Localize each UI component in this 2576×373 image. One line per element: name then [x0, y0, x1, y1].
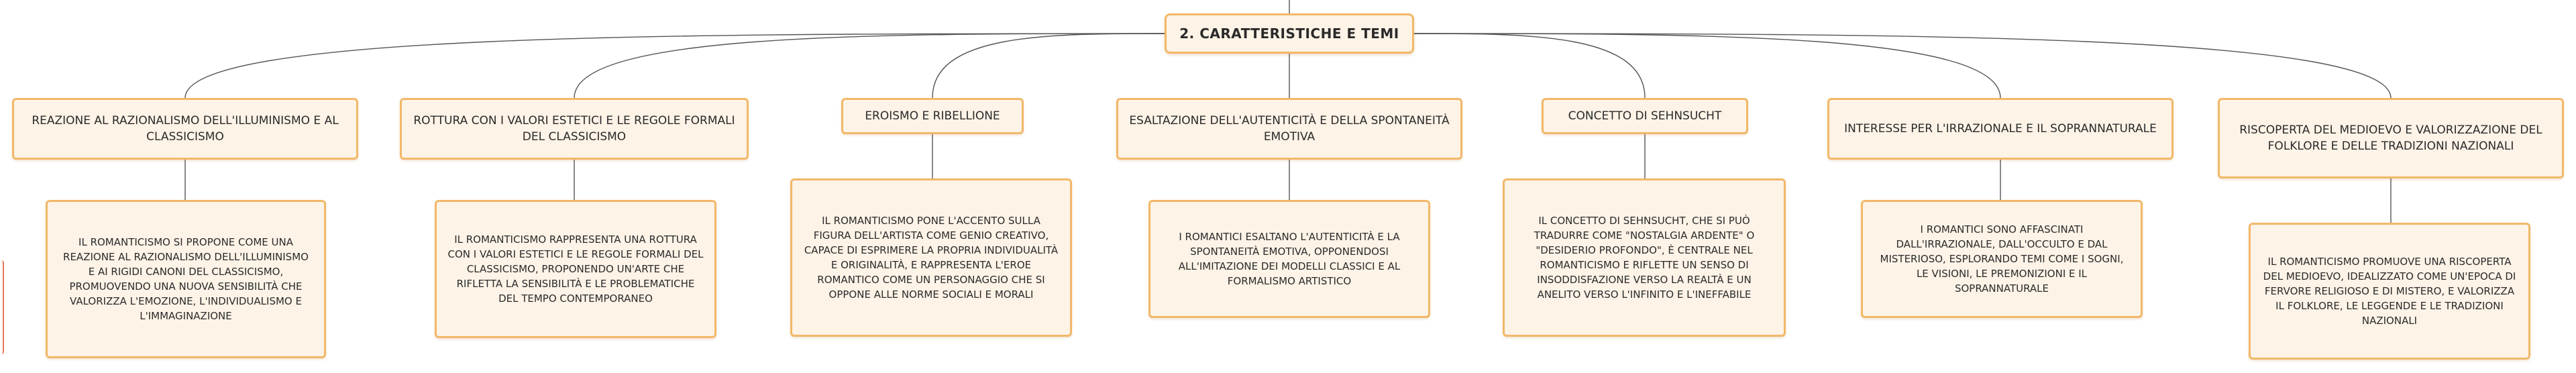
detail-node-irrazionale[interactable]: I ROMANTICI SONO AFFASCINATI DALL'IRRAZIONALE, DALL'OCCULTO E DAL MISTERIOSO, ESPLORANDO TEMI COME I SOGNI, LE VISIONI, LE PREMONIZIONI E IL SOPRANNATURALE: [1861, 200, 2143, 318]
topic-node-eroismo[interactable]: EROISMO E RIBELLIONE: [841, 98, 1024, 134]
connector-root-to-sehnsucht: [1414, 34, 1645, 98]
connector-root-to-eroismo: [932, 34, 1165, 98]
detail-node-razionalismo[interactable]: IL ROMANTICISMO SI PROPONE COME UNA REAZIONE AL RAZIONALISMO DELL'ILLUMINISMO E AI RIGIDI CANONI DEL CLASSICISMO, PROMUOVENDO UNA NUOVA SENSIBILITÀ CHE VALORIZZA L'EMOZIONE, L'INDIVIDUALISMO E L'IMMAGINAZIONE: [46, 200, 326, 358]
topic-node-irrazionale[interactable]: INTERESSE PER L'IRRAZIONALE E IL SOPRANNATURALE: [1827, 98, 2174, 160]
detail-node-sehnsucht[interactable]: IL CONCETTO DI SEHNSUCHT, CHE SI PUÒ TRADURRE COME "NOSTALGIA ARDENTE" O "DESIDERIO PROFONDO", È CENTRALE NEL ROMANTICISMO E RIFLETTE UN SENSO DI INSODDISFAZIONE VERSO LA REALTÀ E UN ANELITO VERSO L'INFINITO E L'INEFFABILE: [1503, 178, 1786, 337]
topic-node-autenticita[interactable]: ESALTAZIONE DELL'AUTENTICITÀ E DELLA SPONTANEITÀ EMOTIVA: [1116, 98, 1462, 160]
detail-node-eroismo[interactable]: IL ROMANTICISMO PONE L'ACCENTO SULLA FIGURA DELL'ARTISTA COME GENIO CREATIVO, CAPACE DI ESPRIMERE LA PROPRIA INDIVIDUALITÀ E ORIGINALITÀ, E RAPPRESENTA L'EROE ROMANTICO COME UN PERSONAGGIO CHE SI OPPONE ALLE NORME SOCIALI E MORALI: [790, 178, 1072, 337]
topic-node-rottura[interactable]: ROTTURA CON I VALORI ESTETICI E LE REGOLE FORMALI DEL CLASSICISMO: [400, 98, 749, 160]
root-node[interactable]: 2. CARATTERISTICHE E TEMI: [1165, 13, 1414, 54]
topic-node-medioevo[interactable]: RISCOPERTA DEL MEDIOEVO E VALORIZZAZIONE DEL FOLKLORE E DELLE TRADIZIONI NAZIONALI: [2218, 98, 2564, 178]
connector-root-to-rottura: [574, 34, 1165, 98]
detail-node-autenticita[interactable]: I ROMANTICI ESALTANO L'AUTENTICITÀ E LA SPONTANEITÀ EMOTIVA, OPPONENDOSI ALL'IMITAZIONE DEI MODELLI CLASSICI E AL FORMALISMO ARTISTICO: [1148, 200, 1430, 318]
topic-node-razionalismo[interactable]: REAZIONE AL RAZIONALISMO DELL'ILLUMINISMO E AL CLASSICISMO: [12, 98, 358, 160]
topic-node-sehnsucht[interactable]: CONCETTO DI SEHNSUCHT: [1542, 98, 1748, 134]
connector-root-to-irrazionale: [1414, 34, 2000, 98]
connector-root-to-razionalismo: [185, 34, 1165, 98]
connector-root-to-medioevo: [1414, 34, 2391, 98]
left-edge-accent: [0, 260, 4, 354]
detail-node-medioevo[interactable]: IL ROMANTICISMO PROMUOVE UNA RISCOPERTA DEL MEDIOEVO, IDEALIZZATO COME UN'EPOCA DI FERVORE RELIGIOSO E DI MISTERO, E VALORIZZA IL FOLKLORE, LE LEGGENDE E LE TRADIZIONI NAZIONALI: [2249, 223, 2530, 360]
detail-node-rottura[interactable]: IL ROMANTICISMO RAPPRESENTA UNA ROTTURA CON I VALORI ESTETICI E LE REGOLE FORMALI DEL CLASSICISMO, PROPONENDO UN'ARTE CHE RIFLETTA LA SENSIBILITÀ E LE PROBLEMATICHE DEL TEMPO CONTEMPORANEO: [435, 200, 716, 338]
